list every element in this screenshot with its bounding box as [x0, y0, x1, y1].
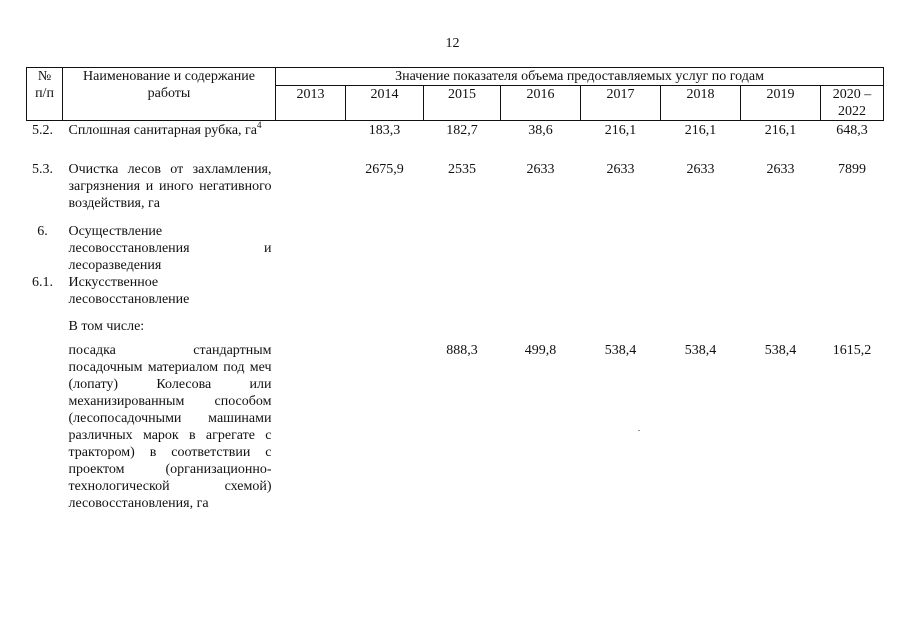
table-body — [27, 121, 884, 517]
header-year: 2014 — [346, 86, 424, 121]
cell-2016 — [501, 223, 581, 274]
cell-2016 — [501, 274, 581, 318]
cell-2016: 38,6 — [528, 123, 553, 138]
cell-2018: 216,1 — [684, 123, 717, 138]
cell-2014: 183,3 — [368, 123, 401, 138]
cell-2014 — [346, 274, 424, 318]
cell-2019 — [741, 274, 821, 318]
cell-2013 — [276, 161, 346, 223]
header-years-group: Значение показателя объема предоставляемых услуг по годам — [276, 68, 884, 86]
cell-2013 — [276, 121, 346, 161]
cell-2017: 2633 — [606, 161, 635, 177]
cell-2020-2022 — [821, 318, 884, 342]
cell-2015: 2535 — [448, 161, 476, 177]
table-row — [27, 274, 884, 318]
cell-2013 — [276, 318, 346, 342]
cell-2019: 216,1 — [764, 123, 797, 138]
cell-2019: 538,4 — [764, 342, 797, 358]
header-year: 2020 – 2022 — [821, 86, 884, 121]
table-row — [27, 318, 884, 342]
row-name — [63, 318, 276, 342]
cell-2017: 216,1 — [604, 123, 637, 138]
services-volume-table — [26, 67, 883, 517]
cell-2019 — [741, 318, 821, 342]
cell-2014 — [346, 223, 424, 274]
header-year: 2019 — [741, 86, 821, 121]
header-number: № п/п — [27, 68, 63, 121]
row-name-text — [69, 122, 268, 139]
cell-2015: 888,3 — [446, 342, 478, 358]
cell-2014: 2675,9 — [365, 161, 404, 177]
cell-2020-2022 — [821, 223, 884, 274]
footnote-mark: 4 — [257, 120, 262, 130]
row-name — [63, 121, 276, 161]
table-row — [27, 342, 884, 517]
header-year: 2017 — [581, 86, 661, 121]
row-name — [63, 274, 276, 318]
cell-2013 — [276, 223, 346, 274]
row-name-label: Сплошная санитарная рубка, га — [68, 123, 257, 138]
header-year: 2015 — [424, 86, 501, 121]
cell-2020-2022: 7899 — [838, 161, 867, 177]
row-name-label: Очистка лесов от захламления, загрязнения и иного негативного воздействия, га — [68, 161, 272, 211]
cell-2017: 538,4 — [604, 342, 637, 358]
header-year: 2013 — [276, 86, 346, 121]
row-number: 6. — [37, 223, 48, 239]
table-header — [27, 68, 884, 121]
row-number: 6.1. — [32, 274, 53, 290]
header-year: 2018 — [661, 86, 741, 121]
cell-2018: 2633 — [686, 161, 715, 177]
row-number — [27, 342, 63, 517]
cell-2017 — [581, 318, 661, 342]
cell-2015 — [424, 223, 501, 274]
row-name-label: В том числе: — [68, 318, 145, 334]
cell-2020-2022: 1615,2 — [832, 342, 872, 358]
cell-2019: 2633 — [766, 161, 795, 177]
row-number: 5.2. — [32, 123, 53, 138]
table-row — [27, 161, 884, 223]
cell-2020-2022: 648,3 — [836, 123, 868, 138]
data-table — [26, 67, 884, 517]
cell-2015 — [424, 274, 501, 318]
row-number: 5.3. — [32, 161, 53, 177]
cell-2014 — [346, 318, 424, 342]
cell-2015 — [424, 318, 501, 342]
cell-2019 — [741, 223, 821, 274]
cell-2015: 182,7 — [446, 123, 478, 138]
cell-2017 — [581, 223, 661, 274]
cell-2018 — [661, 274, 741, 318]
cell-2013 — [276, 274, 346, 318]
header-year: 2016 — [501, 86, 581, 121]
table-row — [27, 223, 884, 274]
header-name: Наименование и содержание работы — [63, 68, 276, 121]
cell-2018: 538,4 — [684, 342, 717, 358]
page-number: 12 — [445, 36, 460, 51]
row-number — [27, 318, 63, 342]
cell-2016: 499,8 — [524, 342, 557, 358]
row-name-label: Осуществление лесовосстановления и лесоразведения — [68, 223, 272, 273]
row-name — [63, 161, 276, 223]
row-name — [63, 223, 276, 274]
cell-2016 — [501, 318, 581, 342]
cell-2013 — [276, 342, 346, 517]
row-name — [63, 342, 276, 517]
cell-2020-2022 — [821, 274, 884, 318]
row-name-label: посадка стандартным посадочным материалом под меч (лопату) Колесова или механизированным способом (лесопосадочными машинами различных марок в агрегате с трактором) в соответствии с проектом (организационно-технологической схемой) лесовосстановления, га — [68, 342, 272, 511]
cell-2014 — [346, 342, 424, 517]
cell-2016: 2633 — [526, 161, 555, 177]
cell-2017 — [581, 274, 661, 318]
cell-2018 — [661, 318, 741, 342]
scan-speck — [638, 430, 640, 431]
row-name-label: Искусственное лесовосстановление — [68, 274, 190, 307]
table-row — [27, 121, 884, 161]
cell-2018 — [661, 223, 741, 274]
